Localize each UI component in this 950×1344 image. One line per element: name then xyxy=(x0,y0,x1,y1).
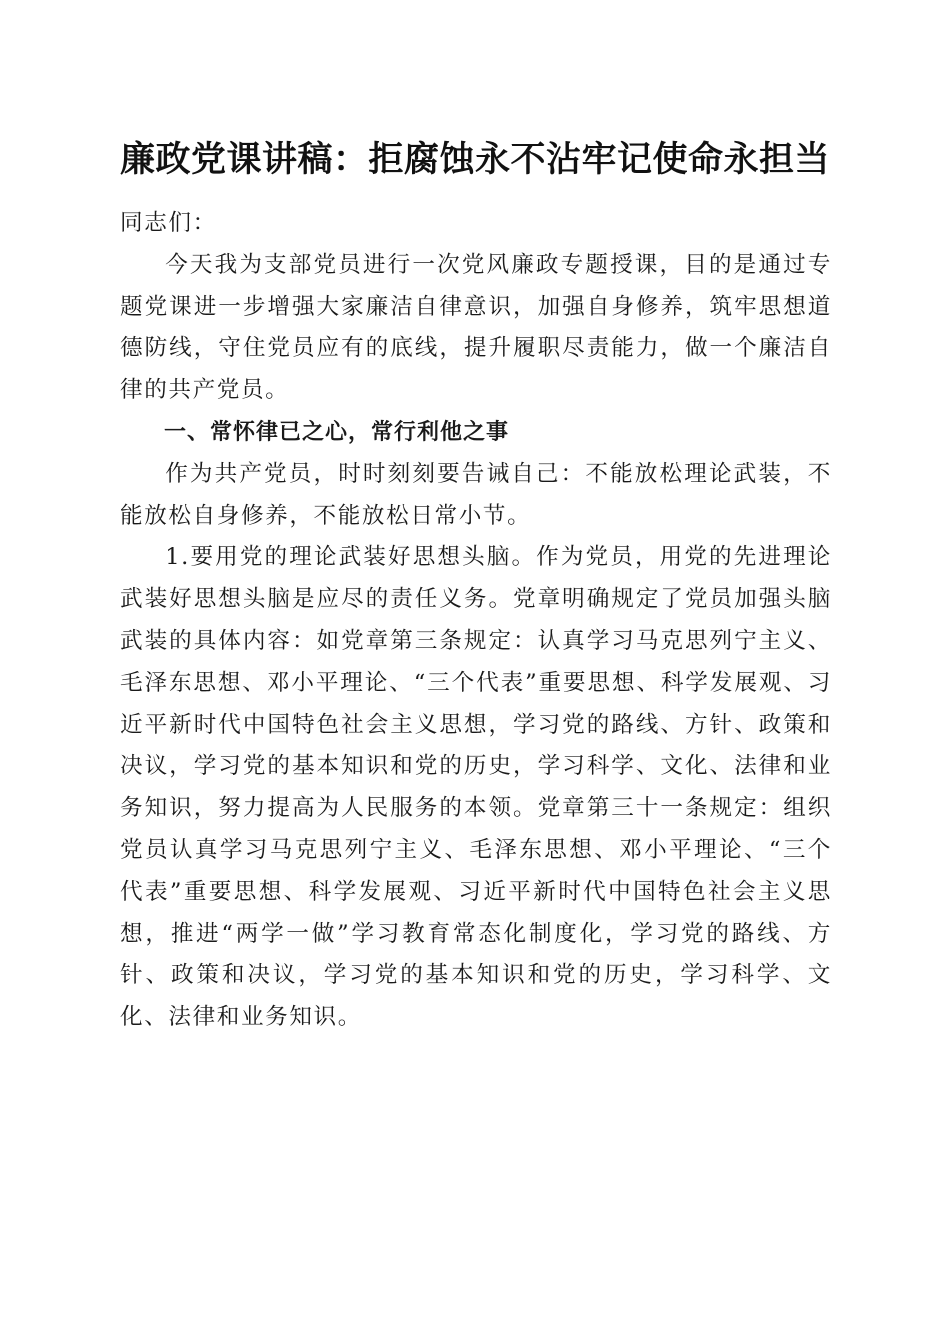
section-item-paragraph: 1.要用党的理论武装好思想头脑。作为党员，用党的先进理论武装好思想头脑是应尽的责任义务。党章明确规定了党员加强头脑武装的具体内容：如党章第三条规定：认真学习马克思列宁主义、毛泽东思想、邓小平理论、“三个代表”重要思想、科学发展观、习近平新时代中国特色社会主义思想，学习党的路线、方针、政策和决议，学习党的基本知识和党的历史，学习科学、文化、法律和业务知识，努力提高为人民服务的本领。党章第三十一条规定：组织党员认真学习马克思列宁主义、毛泽东思想、邓小平理论、“三个代表”重要思想、科学发展观、习近平新时代中国特色社会主义思想，推进“两学一做”学习教育常态化制度化，学习党的路线、方针、政策和决议，学习党的基本知识和党的历史，学习科学、文化、法律和业务知识。 xyxy=(120,544,832,1031)
section-heading: 一、常怀律已之心，常行利他之事 xyxy=(164,419,510,445)
salutation: 同志们： xyxy=(120,210,217,236)
document-title: 廉政党课讲稿：拒腐蚀永不沾牢记使命永担当 xyxy=(119,139,830,180)
intro-paragraph: 今天我为支部党员进行一次党风廉政专题授课，目的是通过专题党课进一步增强大家廉洁自律意识，加强自身修养，筑牢思想道德防线，守住党员应有的底线，提升履职尽责能力，做一个廉洁自律的共产党员。 xyxy=(120,251,832,404)
document-body xyxy=(120,203,832,1039)
section-intro-paragraph: 作为共产党员，时时刻刻要告诫自己：不能放松理论武装，不能放松自身修养，不能放松日常小节。 xyxy=(120,460,832,529)
